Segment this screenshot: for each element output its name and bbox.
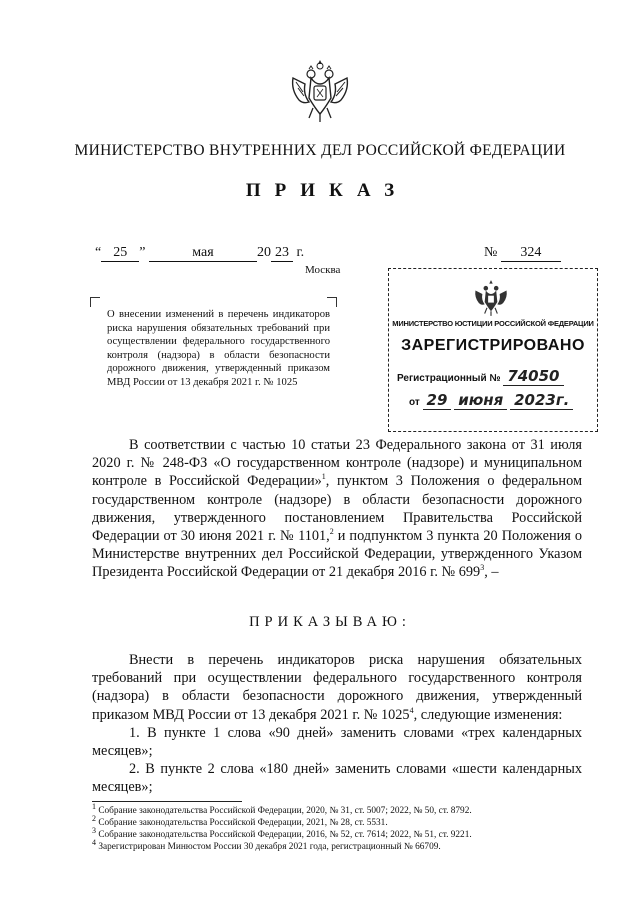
footnote (92, 825, 592, 842)
stamp-registration-number (397, 367, 564, 385)
registration-stamp (388, 268, 598, 432)
footnote-ref-4: 4 (409, 705, 414, 715)
ministry-title: МИНИСТЕРСТВО ВНУТРЕННИХ ДЕЛ РОССИЙСКОЙ ФЕДЕРАЦИИ (74, 142, 566, 159)
footnote-mark: 3 (92, 825, 96, 835)
order-subject: О внесении изменений в перечень индикаторов риска нарушения обязательных требований при осуществлении федерального государственного контроля (надзора) в области безопасности дорожного движения, утвержденный приказом МВД России от 13 декабря 2021 г. № 1025 (107, 309, 330, 388)
stamp-date-month: июня (454, 391, 507, 410)
order-number (484, 245, 561, 262)
order-date (95, 245, 304, 262)
decree-heading: ПРИКАЗЫВАЮ: (249, 614, 411, 630)
number-value: 324 (501, 245, 561, 262)
stamp-reg-label: Регистрационный № (397, 373, 501, 384)
number-label: № (484, 245, 498, 260)
coat-of-arms-emblem (289, 58, 351, 124)
stamp-status: ЗАРЕГИСТРИРОВАНО (401, 337, 585, 354)
subject-bracket-right (327, 297, 337, 307)
stamp-date-day: 29 (423, 391, 452, 410)
footnote-text: Собрание законодательства Российской Федерации, 2016, № 52, ст. 7614; 2022, № 51, ст. 9221. (98, 829, 472, 840)
list-item: 2. В пункте 2 слова «180 дней» заменить словами «шести календарных месяцев»; (92, 761, 582, 796)
date-quote-close: ” (139, 245, 146, 260)
preamble-text-a: В соответствии с частью 10 статьи 23 Федерального закона от 31 июля 2020 г. № 248-ФЗ «О государственном контроле (надзоре) и муниципальном контроле в Российской Федерации» (92, 437, 582, 490)
preamble-paragraph (92, 436, 582, 582)
city: Москва (305, 264, 341, 276)
date-year: 23 (271, 245, 293, 262)
date-year-unit: г. (296, 245, 305, 260)
preamble-text-d: , – (484, 564, 499, 581)
footnote (92, 837, 592, 854)
operative-text-a: Внести в перечень индикаторов риска нарушения обязательных требований при осуществлении федерального государственного контроля (надзора) в области безопасности дорожного движения, утвержденный приказом МВД России от 13 декабря 2021 г. № 1025 (92, 652, 582, 723)
footnote-text: Зарегистрирован Минюстом России 30 декабря 2021 года, регистрационный № 66709. (98, 841, 441, 852)
footnote (92, 813, 592, 830)
footnote-ref-2: 2 (329, 527, 334, 537)
footnote-mark: 1 (92, 801, 96, 811)
list-item: 1. В пункте 1 слова «90 дней» заменить словами «трех календарных месяцев»; (92, 724, 582, 760)
stamp-date-year: 2023г. (510, 391, 573, 410)
stamp-emblem-icon (473, 279, 509, 317)
footnote-ref-1: 1 (321, 472, 326, 482)
operative-text-b: , следующие изменения: (413, 706, 563, 723)
operative-part (92, 651, 582, 797)
stamp-date-prefix: от (409, 397, 420, 408)
footnote (92, 801, 592, 818)
preamble-text-b: , пунктом 3 Положения о федеральном государственном контроле (надзоре) в области безопасности дорожного движения, утвержденного постановлением Правительства Российской Федерации от 30 июня 2021 г. № 1101, (92, 473, 582, 545)
stamp-reg-number: 74050 (503, 367, 563, 386)
footnote-ref-3: 3 (480, 563, 485, 573)
footnote-mark: 2 (92, 813, 96, 823)
stamp-ministry: МИНИСТЕРСТВО ЮСТИЦИИ РОССИЙСКОЙ ФЕДЕРАЦИИ (392, 319, 594, 328)
date-month: мая (149, 245, 257, 262)
footnote-text: Собрание законодательства Российской Федерации, 2020, № 31, ст. 5007; 2022, № 50, ст. 8792. (98, 806, 472, 816)
stamp-date (409, 391, 573, 409)
date-quote-open: “ (95, 245, 102, 260)
document-type-heading: ПРИКАЗ (245, 180, 409, 201)
date-year-prefix: 20 (256, 245, 271, 260)
operative-paragraph (92, 651, 582, 724)
preamble-text-c: и подпунктом 3 пункта 20 Положения о Министерстве внутренних дел Российской Федерации, утвержденного Указом Президента Российской Федерации от 21 декабря 2016 г. № 699 (92, 528, 582, 581)
footnote-separator (92, 801, 242, 802)
date-day: 25 (101, 245, 139, 262)
subject-bracket-left (90, 297, 100, 307)
footnotes (92, 801, 592, 854)
footnote-text: Собрание законодательства Российской Федерации, 2021, № 28, ст. 5531. (98, 817, 388, 828)
footnote-mark: 4 (92, 837, 96, 847)
